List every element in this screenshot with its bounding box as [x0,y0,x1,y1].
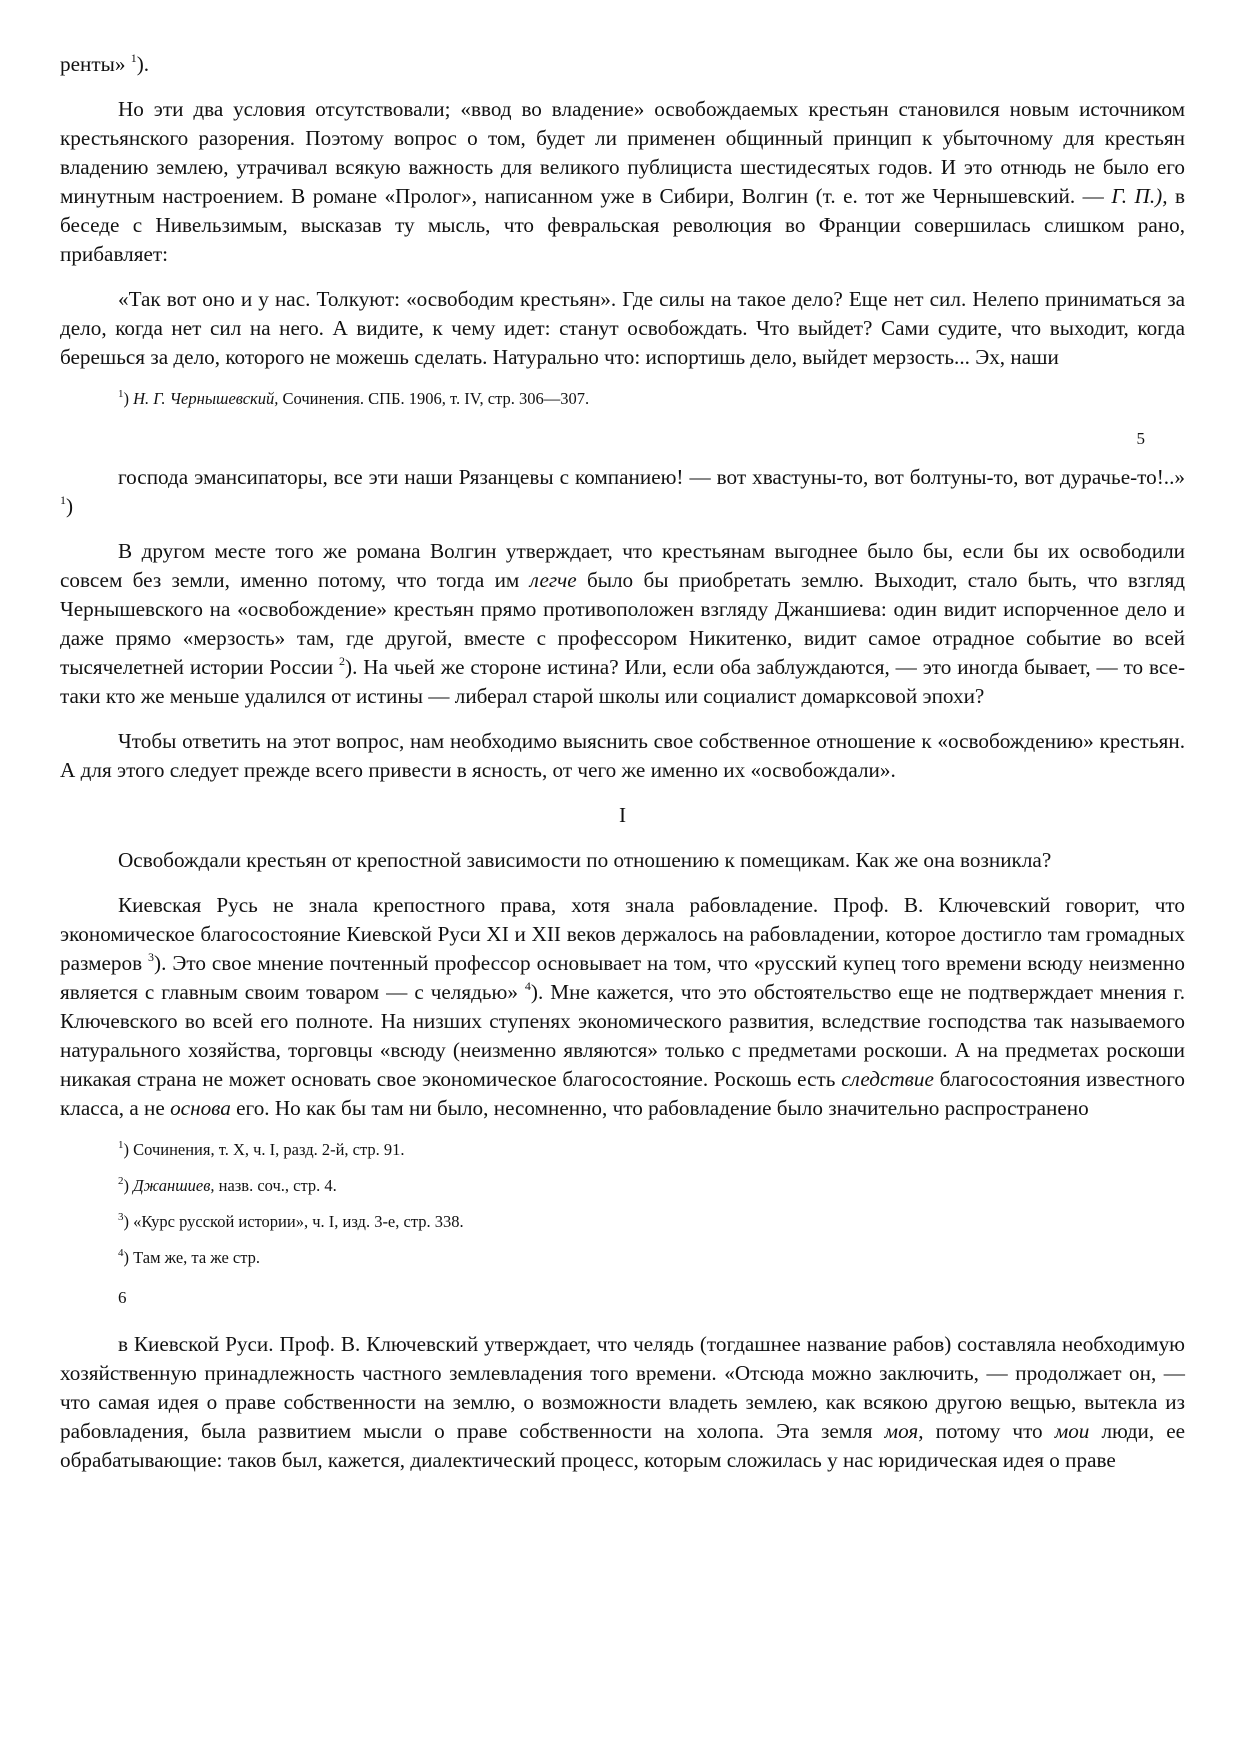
paragraph: В другом месте того же романа Волгин утверждает, что крестьянам выгоднее было бы, если бы их освободили совсем без земли, именно потому, что тогда им легче было бы приобретать землю. Выходит, стало быть, что взгляд Чернышевского на «освобождение» крестьян прямо противоположен взгляду Джаншиева: один видит испорченное дело и даже прямо «мерзость» там, где другой, вместе с профессором Никитенко, видит самое отрадное событие во всей тысячелетней истории России $^2$). На чьей же стороне истина? Или, если оба заблуждаются, — это иногда бывает, — то все-таки кто же меньше удалился от истины — либерал старой школы или социалист домарксовой эпохи? [60,539,1186,708]
footnote: $^2$) Джаншиев, назв. соч., стр. 4. [118,1174,337,1195]
document-page [60,50,1185,1491]
footnote-ref: 2 [339,653,346,668]
paragraph: Киевская Русь не знала крепостного права, хотя знала рабовладение. Проф. В. Ключевский говорит, что экономическое благосостояние Киевской Руси XI и XII веков держалось на рабовладении, которое достигло там громадных размеров $^3$). Это свое мнение почтенный профессор основывает на том, что «русский купец того времени всюду неизменно является с главным своим товаром — с челядью» $^4$). Мне кажется, что это обстоятельство еще не подтверждает мнения г. Ключевского во всей его полноте. На низших ступенях экономического развития, вследствие господства так называемого натурального хозяйства, торговцы «всюду (неизменно являются» только с предметами роскоши. А на предметах роскоши никакая страна не может основать свое экономическое благосостояние. Роскошь есть следствие благосостояния известного класса, а не основа его. Но как бы там ни было, несомненно, что рабовладение было значительно распространено [60,893,1186,1120]
paragraph: Освобождали крестьян от крепостной зависимости по отношению к помещикам. Как же она возникла? [118,848,1052,872]
footnote: $^1$) Сочинения, т. X, ч. I, разд. 2-й, стр. 91. [118,1138,405,1159]
footnote: $^1$) Н. Г. Чернышевский, Сочинения. СПБ. 1906, т. IV, стр. 306—307. [118,387,590,408]
footnote-ref: 1 [130,50,137,65]
paragraph: Чтобы ответить на этот вопрос, нам необходимо выяснить свое собственное отношение к «освобождению» крестьян. А для этого следует прежде всего привести в ясность, от чего же именно их «освобождали». [60,729,1185,782]
footnote-ref: 3 [148,949,155,964]
section-heading: I [618,803,627,827]
footnote: $^4$) Там же, та же стр. [118,1246,261,1267]
paragraph: Но эти два условия отсутствовали; «ввод во владение» освобождаемых крестьян становился новым источником крестьянского разорения. Поэтому вопрос о том, будет ли применен общинный принцип к убыточному для крестьян владению землею, утрачивал всякую важность для великого публициста шестидесятых годов. И это отнюдь не было его минутным настроением. В романе «Пролог», написанном уже в Сибири, Волгин (т. е. тот же Чернышевский. — Г. П.), в беседе с Нивельзимым, высказав ту мысль, что февральская революция во Франции совершилась слишком рано, прибавляет: [60,97,1186,266]
paragraph: в Киевской Руси. Проф. В. Ключевский утверждает, что челядь (тогдашнее название рабов) составляла необходимую хозяйственную принадлежность частного землевладения того времени. «Отсюда можно заключить, — продолжает он, — что самая идея о праве собственности на землю, о возможности владеть землею, как всякою другою вещью, вытекла из рабовладения, была развитием мысли о праве собственности на холопа. Эта земля моя, потому что мои люди, ее обрабатывающие: таков был, кажется, диалектический процесс, которым сложилась у нас юридическая идея о праве [60,1332,1186,1472]
footnote-ref: 4 [524,978,531,993]
page-number: 5 [1136,429,1145,448]
footnote-ref: 1 [60,492,66,507]
quote-paragraph: «Так вот оно и у нас. Толкуют: «освободим крестьян». Где силы на такое дело? Еще нет сил. Нелепо приниматься за дело, когда нет сил на него. А видите, к чему идет: станут освобождать. Что выйдет? Сами судите, что выходит, когда берешься за дело, которого не можешь сделать. Натурально что: испортишь дело, выйдет мерзость... Эх, наши [60,287,1185,369]
paragraph-continuation: ренты» $^1$). [60,50,150,76]
footnote: $^3$) «Курс русской истории», ч. I, изд. 3-е, стр. 338. [118,1210,464,1231]
paragraph: господа эмансипаторы, все эти наши Рязанцевы с компаниею! — вот хвастуны-то, вот болтуны-то, вот дурачье-то!..» $^1$) [60,465,1185,518]
page-number: 6 [118,1288,127,1307]
